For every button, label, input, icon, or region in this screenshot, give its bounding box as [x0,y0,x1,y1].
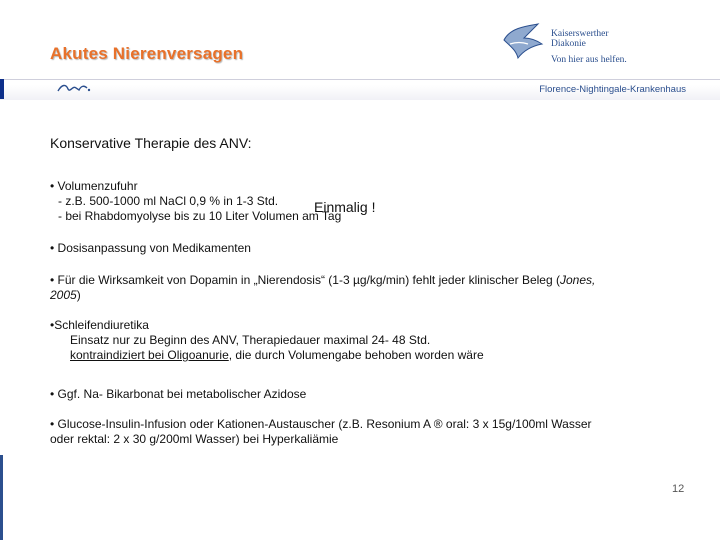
hospital-name: Florence-Nightingale-Krankenhaus [539,84,686,95]
dopamine-author: Jones, [559,273,596,287]
dopamine-year: 2005 [50,288,77,302]
volume-bullet: • Volumenzufuhr [50,179,138,193]
loop-diuretics-line-2 [50,348,665,363]
slide-title: Akutes Nierenversagen [50,44,244,63]
page-number: 12 [672,483,685,495]
glucose-insulin-line-1: • Glucose-Insulin-Infusion oder Kationen-Austauscher (z.B. Resonium A ® oral: 3 x 15g/100ml Wasser [50,417,592,431]
volume-line-2: - bei Rhabdomyolyse bis zu 10 Liter Volumen am Tag [58,209,342,223]
contraindication-text: kontraindiziert bei Oligoanurie [70,348,229,362]
volume-line-1: - z.B. 500-1000 ml NaCl 0,9 % in 1-3 Std. [58,194,279,208]
dove-logo-icon [498,20,546,68]
slide-content [50,136,665,447]
dopamine-text: • Für die Wirksamkeit von Dopamin in „Nierendosis“ (1-3 µg/kg/min) fehlt jeder klinischer Beleg ( [50,273,560,287]
header-band-accent [0,79,4,99]
kaiserswerther-logo [498,20,698,70]
loop-diuretics-bullet: •Schleifendiuretika [50,318,149,332]
dopamine-bullet [50,273,665,303]
bicarbonate-bullet: • Ggf. Na- Bikarbonat bei metabolischer Azidose [50,387,307,401]
logo-text-line1: Kaiserswerther [551,29,609,39]
left-accent-rule [0,455,3,540]
content-heading: Konservative Therapie des ANV: [50,135,252,151]
dose-bullet: • Dosisanpassung von Medikamenten [50,241,251,255]
glucose-insulin-line-2: oder rektal: 2 x 30 g/200ml Wasser) bei Hyperkaliämie [50,432,339,446]
dopamine-close: ) [76,288,81,302]
signature-icon [57,81,91,95]
einmalig-annotation: Einmalig ! [314,199,376,215]
loop-diuretics-line-1: Einsatz nur zu Beginn des ANV, Therapiedauer maximal 24- 48 Std. [70,333,431,347]
logo-text-line2: Diakonie [551,39,586,49]
logo-slogan: Von hier aus helfen. [551,55,627,65]
loop-diuretics-line-2-rest: , die durch Volumengabe behoben worden wäre [228,348,484,362]
